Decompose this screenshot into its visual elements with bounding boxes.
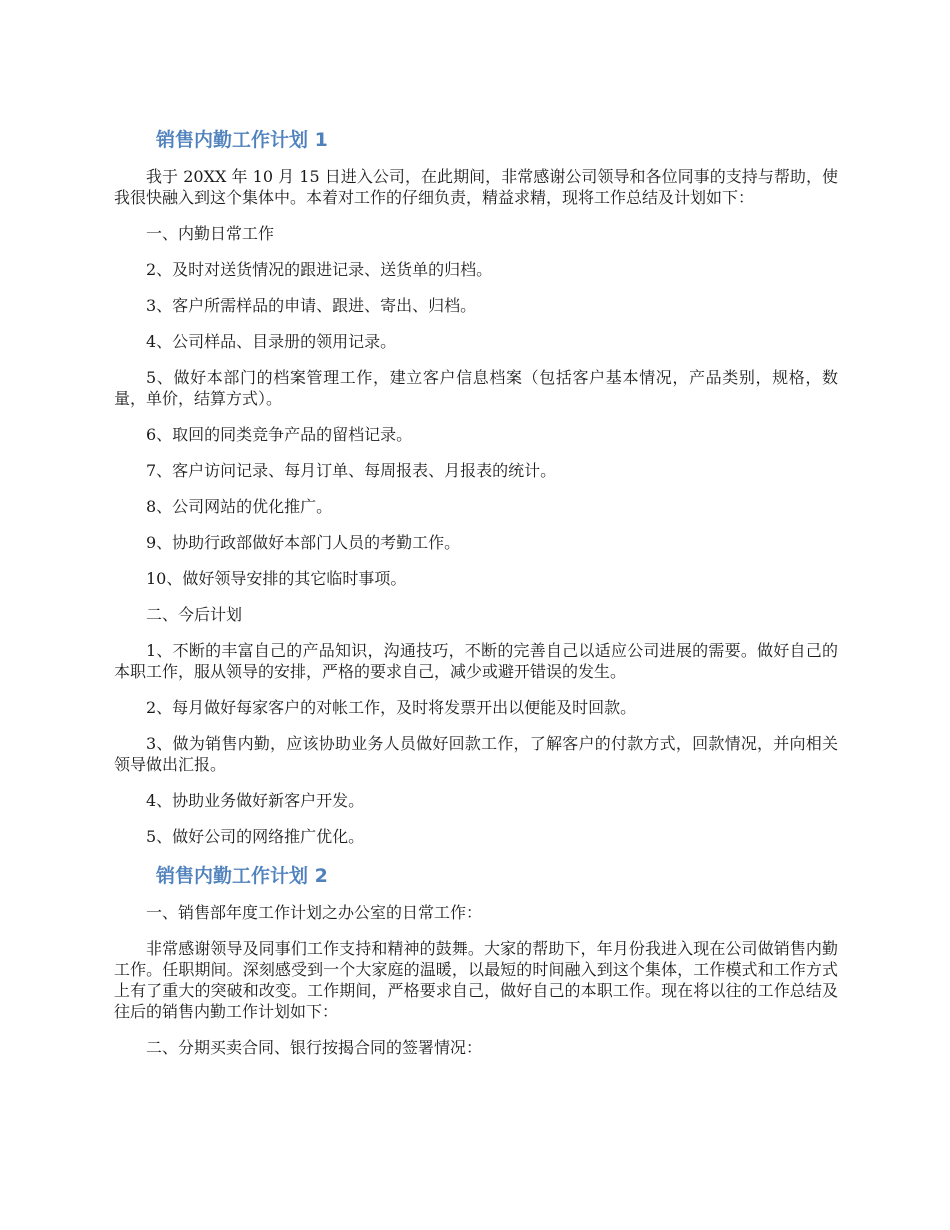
paragraph: 9、协助行政部做好本部门人员的考勤工作。 [146,533,461,552]
paragraph: 10、做好领导安排的其它临时事项。 [146,569,407,588]
paragraph: 4、协助业务做好新客户开发。 [146,791,365,810]
paragraph: 非常感谢领导及同事们工作支持和精神的鼓舞。大家的帮助下，年月份我进入现在公司做销售内勤工作。任职期间。深刻感受到一个大家庭的温暖，以最短的时间融入到这个集体，工作模式和工作方式上有了重大的突破和改变。工作期间，严格要求自己，做好自己的本职工作。现在将以往的工作总结及往后的销售内勤工作计划如下： [114,939,838,1021]
section-heading-1: 销售内勤工作计划 1 [156,129,328,151]
paragraph: 2、每月做好每家客户的对帐工作，及时将发票开出以便能及时回款。 [146,698,637,717]
paragraph: 一、内勤日常工作 [146,224,275,243]
paragraph: 5、做好本部门的档案管理工作，建立客户信息档案（包括客户基本情况，产品类别，规格，数量，单价，结算方式）。 [114,368,838,408]
paragraph: 6、取回的同类竞争产品的留档记录。 [146,425,413,444]
paragraph: 2、及时对送货情况的跟进记录、送货单的归档。 [146,260,493,279]
paragraph: 二、分期买卖合同、银行按揭合同的签署情况： [146,1038,483,1057]
paragraph: 1、不断的丰富自己的产品知识，沟通技巧，不断的完善自己以适应公司进展的需要。做好自己的本职工作，服从领导的安排，严格的要求自己，减少或避开错误的发生。 [114,641,838,681]
paragraph: 5、做好公司的网络推广优化。 [146,827,365,846]
section-heading-2: 销售内勤工作计划 2 [156,865,328,887]
paragraph: 我于 20XX 年 10 月 15 日进入公司，在此期间，非常感谢公司领导和各位同事的支持与帮助，使我很快融入到这个集体中。本着对工作的仔细负责，精益求精，现将工作总结及计划如下： [114,167,838,207]
paragraph: 3、做为销售内勤，应该协助业务人员做好回款工作，了解客户的付款方式，回款情况，并向相关领导做出汇报。 [114,734,838,774]
paragraph: 4、公司样品、目录册的领用记录。 [146,332,397,351]
paragraph: 3、客户所需样品的申请、跟进、寄出、归档。 [146,296,477,315]
paragraph: 7、客户访问记录、每月订单、每周报表、月报表的统计。 [146,461,557,480]
paragraph: 8、公司网站的优化推广。 [146,497,333,516]
document-content [114,126,838,1073]
paragraph: 一、销售部年度工作计划之办公室的日常工作： [146,903,483,922]
paragraph: 二、今后计划 [146,605,243,624]
